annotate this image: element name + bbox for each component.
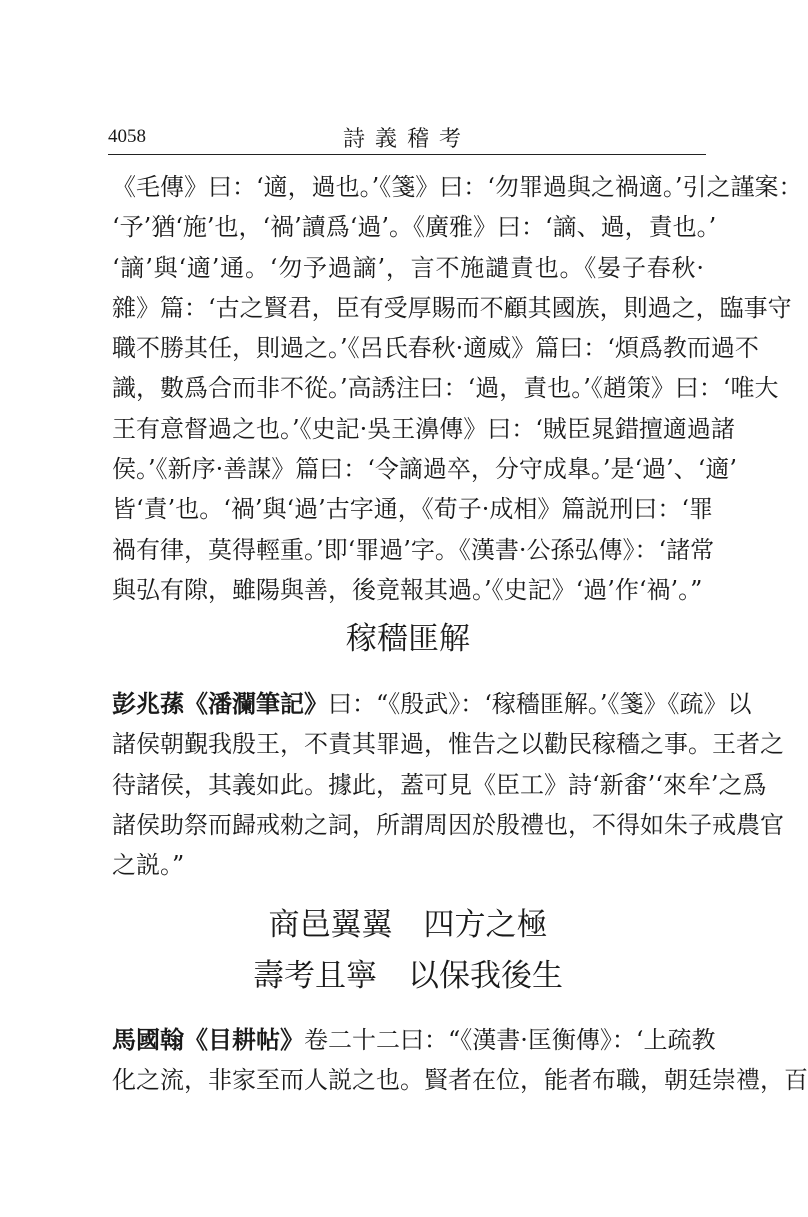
text-line: 待諸侯，其義如此。據此，蓋可見《臣工》詩‘新畬’‘來牟’之爲	[112, 770, 767, 799]
section-heading: 稼穡匪解	[346, 621, 470, 657]
section-heading-line-1: 商邑翼翼 四方之極	[268, 907, 548, 943]
text-line	[112, 1020, 716, 1060]
author-name: 彭兆蓀	[112, 690, 184, 718]
text-line: 王有意督過之也。’《史記·吳王濞傳》曰：‘賊臣晁錯擅適過諸	[112, 414, 735, 443]
text-line: 侯。’《新序·善謀》篇曰：‘令謫過卒，分守成臯。’是‘過’、‘適’	[112, 455, 738, 484]
text-line: 化之流，非家至而人説之也。賢者在位，能者布職，朝廷崇禮，百	[112, 1066, 808, 1095]
text-line: 皆‘責’也。‘禍’與‘過’古字通，《荀子·成相》篇説刑曰：‘罪	[112, 495, 714, 524]
book-title: 《目耕帖》	[184, 1026, 304, 1054]
text-line: 雜》篇：‘古之賢君，臣有受厚賜而不顧其國族，則過之，臨事守	[112, 293, 792, 322]
section-3-text	[112, 1020, 808, 1101]
text-line: 之説。”	[112, 851, 185, 880]
section-2-text	[112, 684, 784, 885]
section-1-text	[112, 167, 803, 610]
header-rule	[108, 154, 706, 155]
running-title: 詩義稽考	[342, 127, 471, 152]
line-text: 卷二十二曰：“《漢書·匡衡傳》：‘上疏教	[304, 1026, 716, 1054]
page-number: 4058	[108, 126, 146, 147]
line-text: 曰：“《殷武》：‘稼穡匪解。’《箋》《疏》以	[328, 690, 752, 718]
text-line: 《毛傳》曰：‘適，過也。’《箋》曰：‘勿罪過與之禍適。’引之謹案：	[112, 173, 803, 201]
text-line: ‘謫’與‘適’通。‘勿予過謫’，言不施譴責也。《晏子春秋·	[112, 253, 704, 282]
text-line: 諸侯朝覲我殷王，不責其罪過，惟告之以勸民稼穡之事。王者之	[112, 730, 784, 759]
section-heading-line-2: 壽考且寧 以保我後生	[253, 958, 563, 994]
text-line: 與弘有隙，雖陽與善，後竟報其過。’《史記》‘過’作‘禍’。”	[112, 575, 703, 604]
author-name: 馬國翰	[112, 1026, 184, 1054]
book-title: 《潘瀾筆記》	[184, 690, 328, 718]
text-line: 識，數爲合而非不從。’高誘注曰：‘過，責也。’《趙策》曰：‘唯大	[112, 374, 779, 403]
page-header	[108, 120, 706, 156]
text-line: 禍有律，莫得輕重。’即‘罪過’字。《漢書·公孫弘傳》：‘諸常	[112, 535, 715, 564]
text-line: 諸侯助祭而歸戒勑之詞，所謂周因於殷禮也，不得如朱子戒農官	[112, 810, 784, 839]
text-line: 職不勝其任，則過之。’《呂氏春秋·適威》篇曰：‘煩爲教而過不	[112, 334, 759, 363]
text-line	[112, 684, 752, 724]
text-line: ‘予’猶‘施’也，‘禍’讀爲‘過’。《廣雅》曰：‘謫、過，責也。’	[112, 213, 717, 242]
